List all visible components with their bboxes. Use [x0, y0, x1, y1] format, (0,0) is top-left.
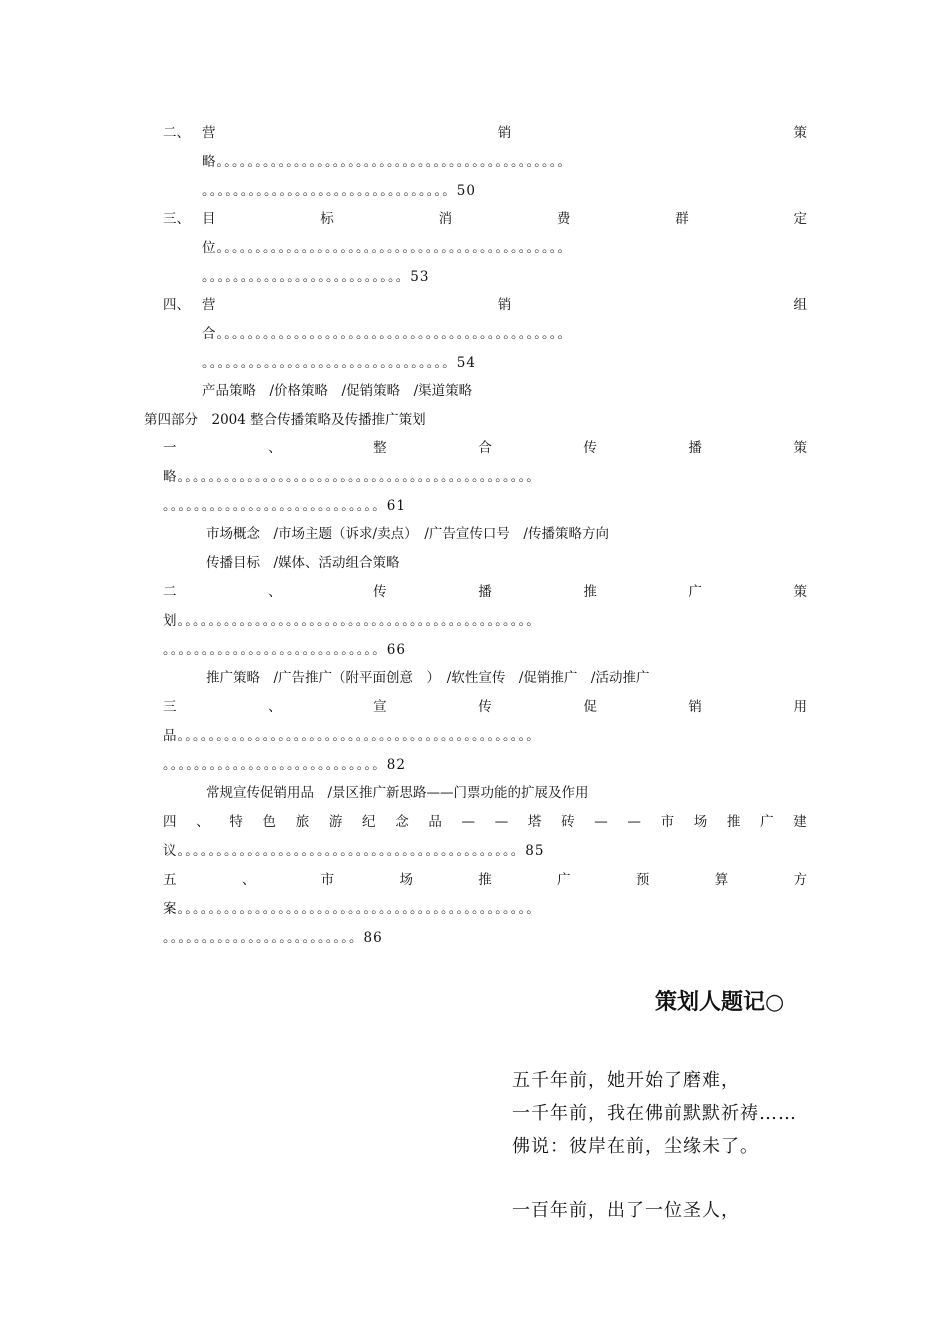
- toc-char: 目: [202, 211, 216, 227]
- toc-char: 传: [583, 440, 597, 456]
- toc-char: 标: [320, 211, 334, 227]
- toc-subitems: 常规宣传促销用品 /景区推广新思路——门票功能的扩展及作用: [206, 785, 589, 801]
- toc-page-number-line: 。。。。。。。。。。。。。。。。。。。。。。。。。86: [163, 930, 383, 946]
- toc-char: 定: [793, 211, 807, 227]
- toc-char: 品: [428, 814, 442, 830]
- toc-char: 策: [793, 440, 807, 456]
- toc-page-number-line: 议。。。。。。。。。。。。。。。。。。。。。。。。。。。。。。。。。。。。。。。。。。。。85: [163, 843, 545, 859]
- toc-char: 预: [635, 872, 650, 888]
- toc-char: 组: [793, 297, 807, 313]
- toc-leader-line: 合。。。。。。。。。。。。。。。。。。。。。。。。。。。。。。。。。。。。。。。。。。。。。: [202, 326, 572, 342]
- toc-char: 市: [660, 814, 675, 830]
- toc-number: 四、: [163, 297, 190, 313]
- toc-char: 传: [478, 699, 492, 715]
- toc-page-number-line: 。。。。。。。。。。。。。。。。。。。。。。。。。。。。61: [163, 498, 406, 514]
- toc-char: 播: [478, 584, 492, 600]
- toc-leader-line: 位。。。。。。。。。。。。。。。。。。。。。。。。。。。。。。。。。。。。。。。。。。。。。: [202, 240, 572, 256]
- toc-char: 五: [163, 872, 177, 888]
- toc-char: 广: [688, 584, 702, 600]
- toc-char: 费: [556, 211, 571, 227]
- toc-char: 推: [583, 584, 597, 600]
- toc-entry-title: [202, 211, 807, 227]
- toc-leader-line: 品。。。。。。。。。。。。。。。。。。。。。。。。。。。。。。。。。。。。。。。。。。。。。。: [163, 728, 541, 744]
- toc-entry-title: [163, 814, 807, 830]
- toc-entry-title: [163, 872, 807, 888]
- toc-char: 旅: [295, 814, 310, 830]
- toc-page-number-line: 。。。。。。。。。。。。。。。。。。。。。。。。。。。。82: [163, 757, 406, 773]
- toc-char: 销: [497, 297, 512, 313]
- toc-char: 推: [478, 872, 492, 888]
- poem-line: 五千年前，她开始了磨难，: [512, 1070, 740, 1091]
- toc-char: 营: [202, 125, 216, 141]
- toc-char: —: [494, 814, 509, 830]
- toc-page-number-line: 。。。。。。。。。。。。。。。。。。。。。。。。。。。。。。。。50: [202, 183, 476, 199]
- toc-leader-line: 略。。。。。。。。。。。。。。。。。。。。。。。。。。。。。。。。。。。。。。。。。。。。。。: [163, 469, 541, 485]
- toc-char: 场: [399, 872, 413, 888]
- toc-page-number-line: 。。。。。。。。。。。。。。。。。。。。。。。。。。53: [202, 269, 430, 285]
- poem-line: 一百年前，出了一位圣人，: [512, 1200, 740, 1221]
- toc-char: 三: [163, 699, 177, 715]
- toc-char: 二: [163, 584, 177, 600]
- toc-char: 特: [229, 814, 243, 830]
- toc-char: 营: [202, 297, 216, 313]
- toc-char: 整: [373, 440, 387, 456]
- section-heading: 策划人题记○: [655, 990, 785, 1015]
- toc-char: —: [594, 814, 608, 830]
- toc-char: 方: [793, 872, 807, 888]
- toc-char: 广: [557, 872, 571, 888]
- toc-char: 合: [478, 440, 492, 456]
- poem-line: 佛说：彼岸在前，尘缘未了。: [512, 1136, 759, 1157]
- toc-char: 塔: [527, 814, 542, 830]
- toc-entry-title: [202, 297, 807, 313]
- toc-char: 建: [793, 814, 807, 830]
- toc-char: 砖: [561, 814, 575, 830]
- toc-char: 、: [268, 584, 282, 600]
- toc-char: 销: [688, 699, 702, 715]
- toc-char: 播: [688, 440, 702, 456]
- toc-char: 一: [163, 440, 177, 456]
- toc-entry-title: [163, 584, 807, 600]
- toc-char: 推: [726, 814, 741, 830]
- toc-leader-line: 划。。。。。。。。。。。。。。。。。。。。。。。。。。。。。。。。。。。。。。。。。。。。。。: [163, 613, 541, 629]
- toc-entry-title: [202, 125, 807, 141]
- toc-page-number-line: 。。。。。。。。。。。。。。。。。。。。。。。。。。。。66: [163, 642, 406, 658]
- toc-entry-title: [163, 699, 807, 715]
- toc-char: 四: [163, 814, 177, 830]
- toc-char: 策: [793, 125, 807, 141]
- toc-char: —: [461, 814, 476, 830]
- toc-char: 用: [793, 699, 807, 715]
- toc-char: 宣: [373, 699, 387, 715]
- toc-char: 策: [793, 584, 807, 600]
- toc-char: 色: [262, 814, 277, 830]
- toc-number: 二、: [163, 125, 190, 141]
- toc-entry-title: [163, 440, 807, 456]
- toc-char: 群: [675, 211, 689, 227]
- toc-subitems: 推广策略 /广告推广（附平面创意 ） /软性宣传 /促销推广 /活动推广: [206, 670, 650, 686]
- toc-char: 销: [497, 125, 512, 141]
- toc-page-number-line: 。。。。。。。。。。。。。。。。。。。。。。。。。。。。。。。。54: [202, 355, 476, 371]
- poem-line: 一千年前，我在佛前默默祈祷……: [512, 1103, 797, 1124]
- toc-leader-line: 案。。。。。。。。。。。。。。。。。。。。。。。。。。。。。。。。。。。。。。。。。。。。。。: [163, 901, 541, 917]
- toc-subitems: 产品策略 /价格策略 /促销策略 /渠道策略: [202, 383, 473, 399]
- toc-char: 、: [268, 440, 282, 456]
- toc-char: 、: [268, 699, 282, 715]
- toc-char: 市: [320, 872, 335, 888]
- toc-char: 算: [714, 872, 729, 888]
- toc-char: 消: [438, 211, 453, 227]
- toc-leader-line: 略。。。。。。。。。。。。。。。。。。。。。。。。。。。。。。。。。。。。。。。。。。。。。: [202, 154, 572, 170]
- toc-char: 游: [328, 814, 343, 830]
- toc-subitems: 传播目标 /媒体、活动组合策略: [206, 555, 400, 571]
- toc-char: 场: [693, 814, 708, 830]
- toc-part-title: 第四部分 2004 整合传播策略及传播推广策划: [144, 412, 426, 428]
- toc-char: 、: [196, 814, 210, 830]
- toc-number: 三、: [163, 211, 190, 227]
- toc-char: —: [627, 814, 641, 830]
- toc-char: 念: [395, 814, 409, 830]
- toc-char: 传: [373, 584, 387, 600]
- toc-char: 促: [583, 699, 597, 715]
- toc-char: 纪: [362, 814, 376, 830]
- toc-char: 广: [760, 814, 774, 830]
- toc-subitems: 市场概念 /市场主题（诉求/卖点） /广告宣传口号 /传播策略方向: [206, 526, 609, 542]
- toc-char: 、: [241, 872, 256, 888]
